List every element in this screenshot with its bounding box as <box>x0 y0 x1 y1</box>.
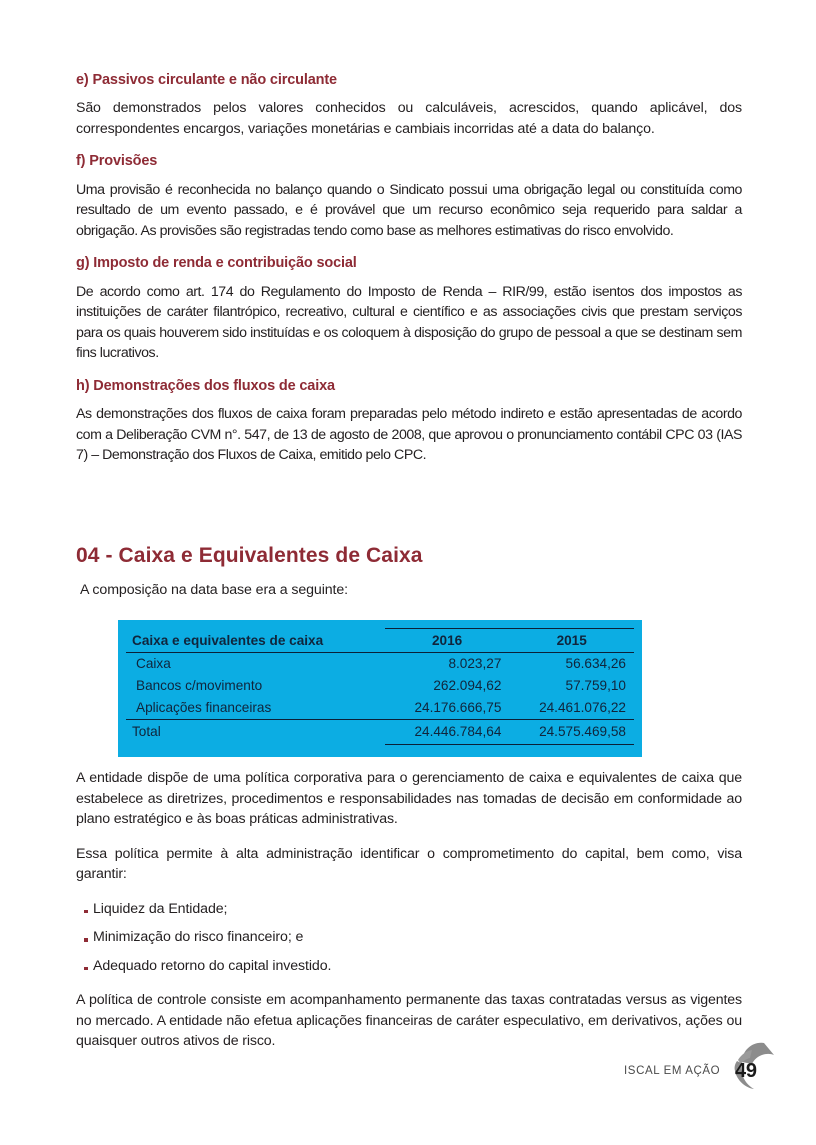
row-value-bancos-2016: 262.094,62 <box>433 678 502 693</box>
heading-imposto-renda: g) Imposto de renda e contribuição social <box>76 255 357 272</box>
list-item-label: Minimização do risco financeiro; e <box>93 929 304 945</box>
paragraph-politica-permite: Essa política permite à alta administração identificar o comprometimento do capital, bem como, visa garantir: <box>76 845 742 882</box>
list-item <box>76 956 742 977</box>
caixa-equivalentes-table <box>126 628 634 745</box>
paragraph-politica-corporativa: A entidade dispõe de uma política corporativa para o gerenciamento de caixa e equivalentes de caixa que estabelece as diretrizes, procedimentos e responsabilidades nas tomadas de decisão em conformidade ao plano estratégico e às boas práticas administrativas. <box>76 770 742 827</box>
row-value-total-2015: 24.575.469,58 <box>509 720 634 745</box>
caixa-equivalentes-table-panel <box>118 620 642 757</box>
heading-provisoes: f) Provisões <box>76 153 158 170</box>
page-number: 49 <box>735 1060 757 1082</box>
paragraph-politica-controle: A política de controle consiste em acompanhamento permanente das taxas contratadas versus as vigentes no mercado. A entidade não efetua aplicações financeiras de caráter especulativo, em derivativos, ações ou quaisquer outros ativos de risco. <box>76 992 742 1049</box>
row-label-total: Total <box>126 720 385 745</box>
column-header-2015: 2015 <box>509 629 634 653</box>
heading-fluxos-caixa: h) Demonstrações dos fluxos de caixa <box>76 377 335 394</box>
note-04-intro: A composição na data base era a seguinte: <box>80 581 349 598</box>
list-item-label: Liquidez da Entidade; <box>93 900 228 917</box>
document-body <box>76 72 742 614</box>
footer-publication-label: ISCAL EM AÇÃO <box>624 1065 721 1077</box>
paragraph-passivos: São demonstrados pelos valores conhecidos ou calculáveis, acrescidos, quando aplicável, dos correspondentes encargos, variações monetárias e cambiais incorridas até a data do balanço. <box>76 100 742 137</box>
garantias-bullet-list <box>76 899 742 977</box>
paragraph-provisoes: Uma provisão é reconhecida no balanço quando o Sindicato possui uma obrigação legal ou constituída como resultado de um evento passado, e é provável que um recurso econômico seja requerido para saldar a obrigação. As provisões são registradas tendo como base as melhores estimativas do risco envolvido. <box>76 181 742 239</box>
row-value-aplicacoes-2016: 24.176.666,75 <box>414 700 502 715</box>
list-item-label: Adequado retorno do capital investido. <box>93 957 332 974</box>
table-total-row <box>126 720 634 745</box>
row-label-bancos: Bancos c/movimento <box>136 678 263 693</box>
bullet-square-icon <box>84 938 88 942</box>
note-04-title: 04 - Caixa e Equivalentes de Caixa <box>76 543 423 567</box>
page-footer <box>0 1052 816 1112</box>
row-value-aplicacoes-2015: 24.461.076,22 <box>539 700 626 715</box>
paragraph-fluxos-caixa: As demonstrações dos fluxos de caixa foram preparadas pelo método indireto e estão apresentadas de acordo com a Deliberação CVM n°. 547, de 13 de agosto de 2008, que aprovou o pronunciamento contábil CPC 03 (IAS 7) – Demonstração dos Fluxos de Caixa, emitido pelo CPC. <box>76 406 742 464</box>
table-head <box>126 629 634 653</box>
row-value-total-2016: 24.446.784,64 <box>385 720 510 745</box>
row-label-caixa: Caixa <box>136 656 171 671</box>
bullet-square-icon <box>84 910 88 914</box>
list-item <box>76 899 742 920</box>
heading-passivos: e) Passivos circulante e não circulante <box>76 72 337 88</box>
row-label-aplicacoes: Aplicações financeiras <box>136 700 272 715</box>
column-header-description: Caixa e equivalentes de caixa <box>132 632 324 648</box>
row-value-bancos-2015: 57.759,10 <box>565 678 626 693</box>
bullet-square-icon <box>84 967 88 971</box>
table-row <box>126 675 634 697</box>
list-item <box>76 927 742 948</box>
column-header-2016: 2016 <box>385 629 510 653</box>
row-value-caixa-2015: 56.634,26 <box>565 656 626 671</box>
table-header-row <box>126 629 634 653</box>
table-row <box>126 697 634 720</box>
table-body <box>126 653 634 745</box>
table-row <box>126 653 634 676</box>
row-value-caixa-2016: 8.023,27 <box>448 656 502 671</box>
document-body-lower <box>76 768 742 1066</box>
paragraph-imposto-renda: De acordo como art. 174 do Regulamento do Imposto de Renda – RIR/99, estão isentos dos impostos as instituições de caráter filantrópico, recreativo, cultural e científico e as associações civis que prestam serviços para os quais houverem sido instituídas e os coloquem à disposição do grupo de pessoal a que se destinam sem fins lucrativos. <box>76 283 742 362</box>
section-spacer <box>76 482 742 544</box>
